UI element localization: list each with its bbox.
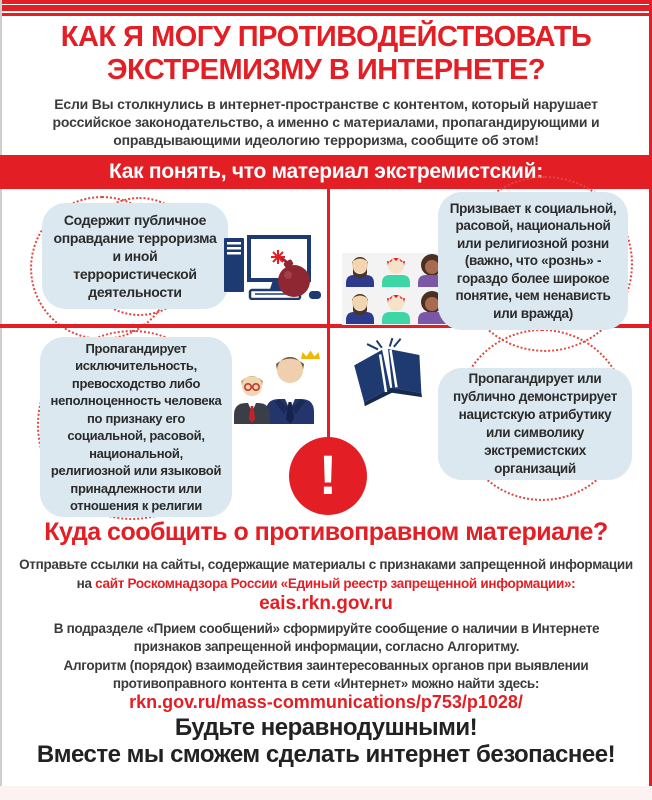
report-line-2-prefix: на	[76, 576, 96, 591]
criterion-bubble-2: Призывает к социальной, расовой, национальной или религиозной розни (важно, что «рознь» - гораздо более широкое понятие, чем ненависть или вражда)	[438, 192, 628, 330]
top-stripe-3	[0, 13, 652, 16]
page-title-line1: КАК Я МОГУ ПРОТИВОДЕЙСТВОВАТЬ	[60, 21, 592, 53]
registry-url: eais.rkn.gov.ru	[259, 593, 393, 614]
algorithm-url: rkn.gov.ru/mass-communications/p753/p1028/	[129, 692, 523, 712]
criterion-bubble-1: Содержит публичное оправдание терроризма и иной террористической деятельности	[42, 203, 228, 309]
page-title	[0, 21, 652, 87]
report-line-4: Алгоритм (порядок) взаимодействия заинтересованных органов при выявлении противоправного контента в сети «Интернет» можно найти здесь:	[63, 658, 589, 691]
criterion-bubble-4: Пропагандирует или публично демонстрирует нацистскую атрибутику или символику экстремистских организаций	[438, 368, 632, 480]
bottom-strip	[0, 786, 652, 800]
crown-icon	[301, 351, 320, 360]
businessmen-crown-illustration	[230, 346, 324, 424]
page-left-edge	[0, 0, 2, 800]
report-line-3: В подразделе «Прием сообщений» сформируйте сообщение о наличии в Интернете признаков запрещенной информации, согласно Алгоритму.	[53, 621, 600, 654]
quadrant-vertical-divider	[327, 189, 330, 442]
page-title-line2: ЭКСТРЕМИЗМУ В ИНТЕРНЕТЕ?	[106, 54, 546, 86]
criterion-bubble-3: Пропагандирует исключительность, превосходство либо неполноценность человека по признаку его социальной, расовой, национальной, религиозной или языковой принадлежности или отношения к религии	[40, 337, 232, 517]
footer-slogan-1: Будьте неравнодушными!	[174, 714, 478, 741]
intro-text: Если Вы столкнулись в интернет-пространстве с контентом, который нарушает российское законодательство, а именно с материалами, пропагандирующими и оправдывающими идеологию терроризма, сообщите об этом!	[52, 96, 600, 148]
top-stripe-2	[0, 5, 652, 11]
avatars-illustration	[342, 253, 448, 325]
report-line-1: Отправьте ссылки на сайты, содержащие материалы с признаками запрещенной информации	[19, 557, 633, 572]
section-banner: Как понять, что материал экстремистский:	[0, 155, 652, 189]
computer-bomb-illustration	[222, 230, 322, 300]
report-line-2	[0, 575, 652, 592]
footer-slogan-2: Вместе мы сможем сделать интернет безопаснее!	[36, 741, 616, 768]
top-stripe-1	[0, 0, 652, 4]
report-heading: Куда сообщить о противоправном материале?	[44, 518, 608, 546]
exclamation-icon: !	[289, 437, 367, 515]
open-book-illustration	[346, 336, 432, 412]
report-line-2-highlight: сайт Роскомнадзора России «Единый реестр запрещенной информации»:	[95, 576, 576, 591]
